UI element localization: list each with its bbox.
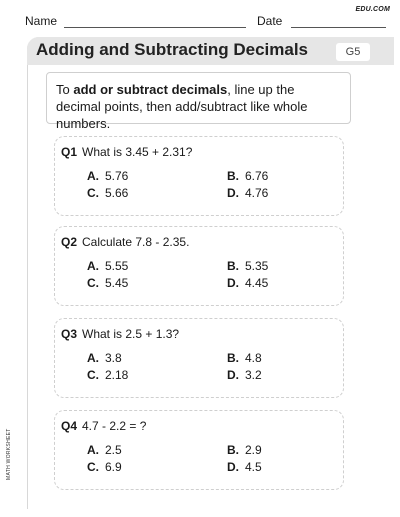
option-letter: B. [227,443,239,457]
option-letter: B. [227,259,239,273]
question-text: 4.7 - 2.2 = ? [82,419,147,433]
option-c[interactable] [87,460,122,474]
question-text: Calculate 7.8 - 2.35. [82,235,190,249]
option-value: 5.55 [105,259,129,273]
option-b[interactable] [227,443,262,457]
option-letter: D. [227,368,239,382]
option-value: 5.35 [245,259,269,273]
option-letter: C. [87,460,99,474]
question-text: What is 3.45 + 2.31? [82,145,193,159]
intro-bold: add or subtract decimals [73,82,228,97]
option-letter: A. [87,351,99,365]
option-letter: B. [227,169,239,183]
question-card-4 [54,410,344,490]
option-letter: C. [87,368,99,382]
side-label: MATH WORKSHEET [6,428,12,480]
option-letter: A. [87,169,99,183]
option-d[interactable] [227,186,268,200]
option-value: 3.8 [105,351,122,365]
option-d[interactable] [227,368,262,382]
option-value: 4.8 [245,351,262,365]
option-d[interactable] [227,460,262,474]
question-number: Q4 [61,419,78,433]
option-d[interactable] [227,276,268,290]
option-letter: D. [227,460,239,474]
option-value: 6.76 [245,169,269,183]
brand-logo: EDU.COM [355,6,390,13]
option-c[interactable] [87,186,128,200]
option-c[interactable] [87,276,128,290]
option-b[interactable] [227,259,268,273]
name-line [64,27,246,28]
option-value: 2.9 [245,443,262,457]
question-number: Q2 [61,235,78,249]
worksheet-title: Adding and Subtracting Decimals [35,40,309,59]
option-letter: C. [87,276,99,290]
option-value: 5.76 [105,169,129,183]
option-letter: C. [87,186,99,200]
option-value: 4.76 [245,186,269,200]
option-letter: D. [227,276,239,290]
option-letter: B. [227,351,239,365]
option-value: 6.9 [105,460,122,474]
option-a[interactable] [87,169,128,183]
date-line [291,27,386,28]
option-value: 2.18 [105,368,129,382]
question-text: What is 2.5 + 1.3? [82,327,180,341]
option-value: 2.5 [105,443,122,457]
option-value: 4.45 [245,276,269,290]
date-label: Date [257,14,283,28]
intro-prefix: To [56,82,74,97]
option-value: 3.2 [245,368,262,382]
question-number: Q3 [61,327,78,341]
question-number: Q1 [61,145,78,159]
option-letter: D. [227,186,239,200]
option-a[interactable] [87,259,128,273]
option-letter: A. [87,443,99,457]
option-b[interactable] [227,169,268,183]
name-label: Name [25,14,58,28]
option-c[interactable] [87,368,128,382]
option-b[interactable] [227,351,262,365]
option-value: 5.45 [105,276,129,290]
question-card-2 [54,226,344,306]
option-a[interactable] [87,443,122,457]
question-card-1 [54,136,344,216]
intro-suffix: , line up the decimal points, then add/subtract like whole numbers. [56,82,308,131]
question-card-3 [54,318,344,398]
option-a[interactable] [87,351,122,365]
option-letter: A. [87,259,99,273]
option-value: 5.66 [105,186,129,200]
grade-badge: G5 [336,43,370,61]
option-value: 4.5 [245,460,262,474]
instructions-box [46,72,351,131]
